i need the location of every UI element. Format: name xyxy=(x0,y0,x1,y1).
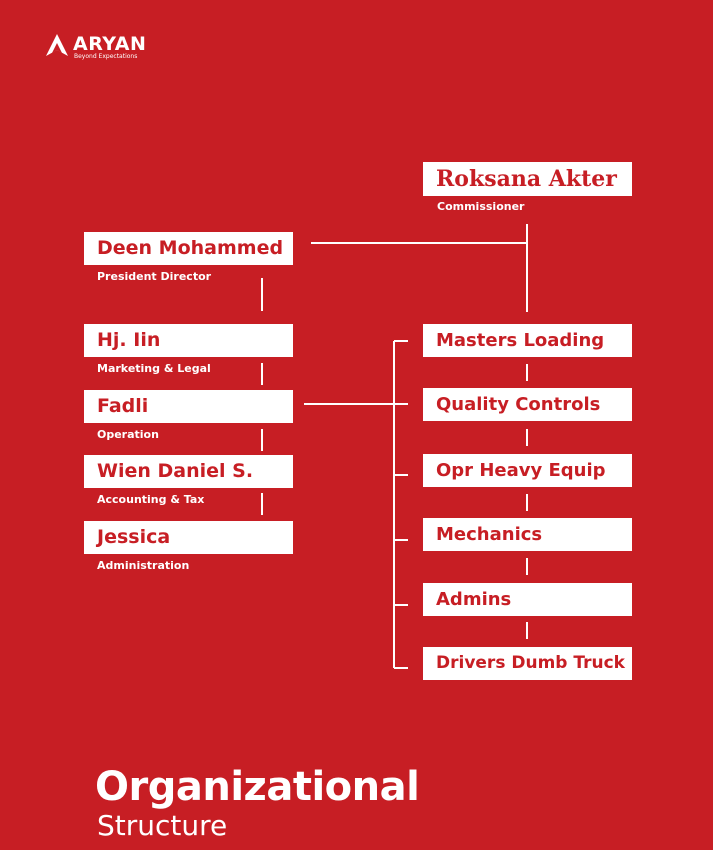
brand-name: ARYAN xyxy=(73,33,147,55)
brand-tagline: Beyond Expectations xyxy=(74,53,138,60)
commissioner-card: Roksana Akter xyxy=(423,162,632,196)
page-title: Organizational xyxy=(95,764,420,810)
division-card-drivers: Drivers Dumb Truck xyxy=(423,647,632,680)
director-role-administration: Administration xyxy=(97,559,190,572)
director-role-accounting: Accounting & Tax xyxy=(97,493,205,506)
division-card-mechanics: Mechanics xyxy=(423,518,632,551)
director-role-operation: Operation xyxy=(97,428,159,441)
director-card-accounting: Wien Daniel S. xyxy=(84,455,293,488)
division-card-opr-heavy-equip: Opr Heavy Equip xyxy=(423,454,632,487)
director-card-president: Deen Mohammed xyxy=(84,232,293,265)
director-role-president: President Director xyxy=(97,270,212,283)
director-card-marketing: Hj. Iin xyxy=(84,324,293,357)
commissioner-role: Commissioner xyxy=(437,200,525,213)
director-role-marketing: Marketing & Legal xyxy=(97,362,211,375)
division-card-quality-controls: Quality Controls xyxy=(423,388,632,421)
director-card-administration: Jessica xyxy=(84,521,293,554)
director-card-operation: Fadli xyxy=(84,390,293,423)
division-card-admins: Admins xyxy=(423,583,632,616)
page-subtitle: Structure xyxy=(97,809,228,842)
division-card-masters-loading: Masters Loading xyxy=(423,324,632,357)
